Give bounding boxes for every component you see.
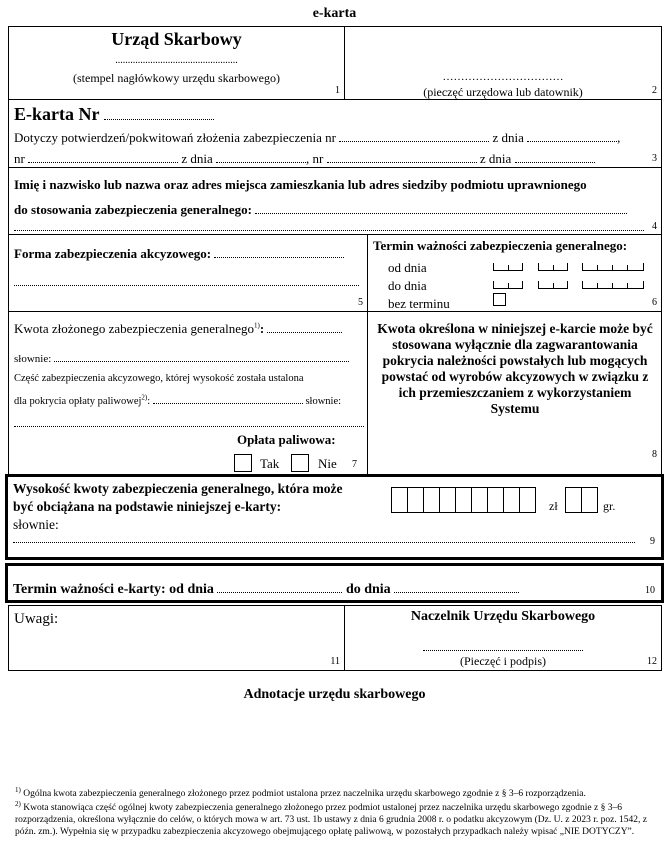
security-validity-section (367, 234, 662, 312)
confirmation-label: Dotyczy potwierdzeń/pokwitowań złożenia zabezpieczenia nr (14, 130, 336, 145)
usage-note-text: Kwota określona w niniejszej e-karcie może być stosowana wyłącznie dla zagwarantowania pokrycia należności powstałych lub mogących powstać od wyrobów akcyzowych w związku z ich przemieszczaniem z wykorzystaniem Systemu (377, 321, 653, 416)
ekarta-validity-section (5, 563, 664, 603)
validity-from-month[interactable] (538, 263, 568, 271)
field-number-12: 12 (647, 656, 657, 667)
date-label-2: z dnia (181, 151, 213, 166)
digit-cell[interactable] (519, 487, 536, 513)
ekarta-additional-row (14, 151, 595, 167)
digit-cell[interactable] (471, 487, 488, 513)
fuel-part-label-1: Część zabezpieczenia akcyzowego, której wysokość została ustalona (14, 373, 304, 384)
amount-colon: : (259, 321, 265, 336)
date-label-3: z dnia (479, 151, 512, 166)
seal-dots: …………………………… (442, 71, 564, 83)
confirmation-date-field[interactable] (527, 131, 617, 142)
field-number-6: 6 (652, 297, 657, 308)
fuel-fee-yes-checkbox[interactable] (234, 454, 252, 472)
footnote-ref-2: 2) (141, 393, 148, 402)
security-form-field-continued[interactable] (14, 275, 359, 286)
chargeable-amount-label-2: być obciążana na podstawie niniejszej e-karty: (13, 499, 282, 514)
ekarta-number-field[interactable] (104, 109, 214, 120)
fuel-part-colon: : (147, 396, 151, 407)
chargeable-amount-words-field[interactable] (13, 532, 635, 543)
security-form-label: Forma zabezpieczenia akcyzowego: (14, 246, 212, 261)
validity-none-label: bez terminu (388, 296, 450, 311)
fuel-part-label-2: dla pokrycia opłaty paliwowej (14, 396, 142, 407)
ekarta-number-label: E-karta Nr (14, 104, 100, 124)
entitled-entity-field[interactable] (255, 203, 627, 214)
digit-cell[interactable] (455, 487, 472, 513)
document-title: e-karta (312, 6, 357, 21)
ekarta-number-section (8, 99, 662, 168)
field-number-5: 5 (358, 297, 363, 308)
field-number-9: 9 (650, 536, 655, 547)
digit-cell[interactable] (565, 487, 582, 513)
digit-cell[interactable] (391, 487, 408, 513)
entitled-row-2 (14, 202, 627, 218)
field-number-8: 8 (652, 449, 657, 460)
ekarta-confirmation-row: Dotyczy potwierdzeń/pokwitowań złożenia zabezpieczenia nr z dnia , (14, 130, 621, 145)
digit-cell[interactable] (423, 487, 440, 513)
chief-title: Naczelnik Urzędu Skarbowego (410, 609, 596, 624)
entitled-label-line2: do stosowania zabezpieczenia generalnego: (14, 202, 252, 217)
nr-label-2: , nr (306, 151, 324, 166)
amount-field[interactable] (267, 322, 342, 333)
fuel-part-words-field[interactable] (14, 416, 364, 427)
remarks-section (8, 605, 345, 671)
ekarta-validity-to-label: do dnia (345, 582, 391, 597)
grosz-label: gr. (603, 499, 616, 513)
digit-cell[interactable] (487, 487, 504, 513)
entitled-entity-section (8, 167, 662, 235)
footnote-ref-1: 1) (254, 321, 260, 330)
chief-signature-section (344, 605, 662, 671)
validity-from-label: od dnia (388, 260, 427, 275)
validity-from-day[interactable] (493, 263, 523, 271)
amount-words-label: słownie: (14, 353, 52, 365)
field-number-7: 7 (352, 459, 357, 470)
nr-label: nr (14, 151, 25, 166)
footnote-1-marker: 1) (15, 786, 21, 794)
chief-signature-caption: (Pieczęć i podpis) (460, 654, 546, 668)
ekarta-number-row (14, 104, 214, 125)
office-stamp-section (8, 26, 345, 100)
fuel-fee-yes-label: Tak (260, 456, 280, 471)
footnote-2-text: Kwota stanowiąca część ogólnej kwoty zabezpieczenia generalnego złożonego przez podmiot ustalonej przez naczelnika urzędu skarbowego zgodnie z § 3–6 rozporządzenia, określona wyłącznie do celów, o których mowa w art. 73 ust. 1b ustawy z dnia 6 grudnia 2008 r. o podatku akcyzowym (Dz. U. z 2023 r. poz. 1542, z późn. zm.). Wypełnia się w przypadku zabezpieczenia akcyzowego obejmującego opłatę paliwową, w pozostałych przypadkach należy wpisać „NIE DOTYCZY”. (15, 803, 648, 838)
office-name: Urząd Skarbowy (111, 29, 242, 49)
amount-label: Kwota złożonego zabezpieczenia generalnego (14, 321, 255, 336)
ekarta-validity-from-label: Termin ważności e-karty: od dnia (13, 582, 214, 597)
validity-to-day[interactable] (493, 281, 523, 289)
field-number-11: 11 (330, 656, 340, 667)
chargeable-amount-label-1: Wysokość kwoty zabezpieczenia generalnego, która może (13, 481, 343, 496)
additional-date-field-1[interactable] (216, 152, 306, 163)
digit-cell[interactable] (503, 487, 520, 513)
amount-words-field[interactable] (54, 351, 349, 362)
ekarta-validity-row (13, 582, 519, 598)
chief-signature-field[interactable] (423, 640, 583, 651)
seal-caption: (pieczęć urzędowa lub datownik) (423, 85, 583, 99)
security-form-row (14, 246, 344, 262)
fuel-fee-no-label: Nie (318, 456, 337, 471)
security-form-field[interactable] (214, 247, 344, 258)
ekarta-validity-from-field[interactable] (217, 582, 342, 593)
field-number-3: 3 (652, 153, 657, 164)
additional-number-field-2[interactable] (327, 152, 477, 163)
validity-to-label: do dnia (388, 278, 427, 293)
fuel-part-words-label: słownie: (305, 396, 342, 407)
footnote-1-text: Ogólna kwota zabezpieczenia generalnego złożonego przez podmiot ustalona przez naczelnika urzędu skarbowego zgodnie z § 3–6 rozporządzenia. (23, 789, 586, 800)
amount-section (8, 311, 368, 475)
validity-from-year[interactable] (582, 263, 644, 271)
usage-note-section (367, 311, 662, 475)
validity-to-year[interactable] (582, 281, 644, 289)
field-number-10: 10 (645, 585, 655, 596)
ekarta-validity-to-field[interactable] (394, 582, 519, 593)
chargeable-amount-words-label: słownie: (13, 517, 59, 532)
footnote-2-marker: 2) (15, 800, 21, 808)
footnote-2 (15, 798, 655, 838)
annotations-heading: Adnotacje urzędu skarbowego (243, 687, 426, 702)
digit-cell[interactable] (439, 487, 456, 513)
security-form-section (8, 234, 368, 312)
digit-cell[interactable] (407, 487, 424, 513)
fuel-part-row (14, 393, 341, 407)
remarks-label: Uwagi: (14, 611, 59, 627)
field-number-2: 2 (652, 85, 657, 96)
zloty-label: zł (549, 499, 558, 513)
additional-number-field-1[interactable] (28, 152, 178, 163)
office-stamp-caption: (stempel nagłówkowy urzędu skarbowego) (73, 71, 280, 85)
field-number-1: 1 (335, 85, 340, 96)
amount-words-row (14, 351, 349, 365)
fuel-fee-no-checkbox[interactable] (291, 454, 309, 472)
digit-cell[interactable] (581, 487, 598, 513)
field-number-4: 4 (652, 221, 657, 232)
validity-label: Termin ważności zabezpieczenia generalnego: (373, 238, 628, 253)
amount-row (14, 321, 342, 337)
validity-to-month[interactable] (538, 281, 568, 289)
fuel-fee-label: Opłata paliwowa: (237, 432, 336, 447)
chargeable-amount-section (5, 474, 664, 560)
entitled-entity-field-continued[interactable] (14, 220, 644, 231)
entitled-label-line1: Imię i nazwisko lub nazwa oraz adres miejsca zamieszkania lub adres siedziby podmiotu uprawnionego (14, 177, 587, 192)
fuel-part-field[interactable] (153, 393, 303, 404)
confirmation-number-field[interactable] (339, 131, 489, 142)
official-seal-section (344, 26, 662, 100)
additional-date-field-2[interactable] (515, 152, 595, 163)
office-stamp-dots: ................................................. (115, 55, 238, 66)
validity-none-checkbox[interactable] (493, 293, 506, 306)
confirmation-date-label: z dnia (492, 130, 524, 145)
